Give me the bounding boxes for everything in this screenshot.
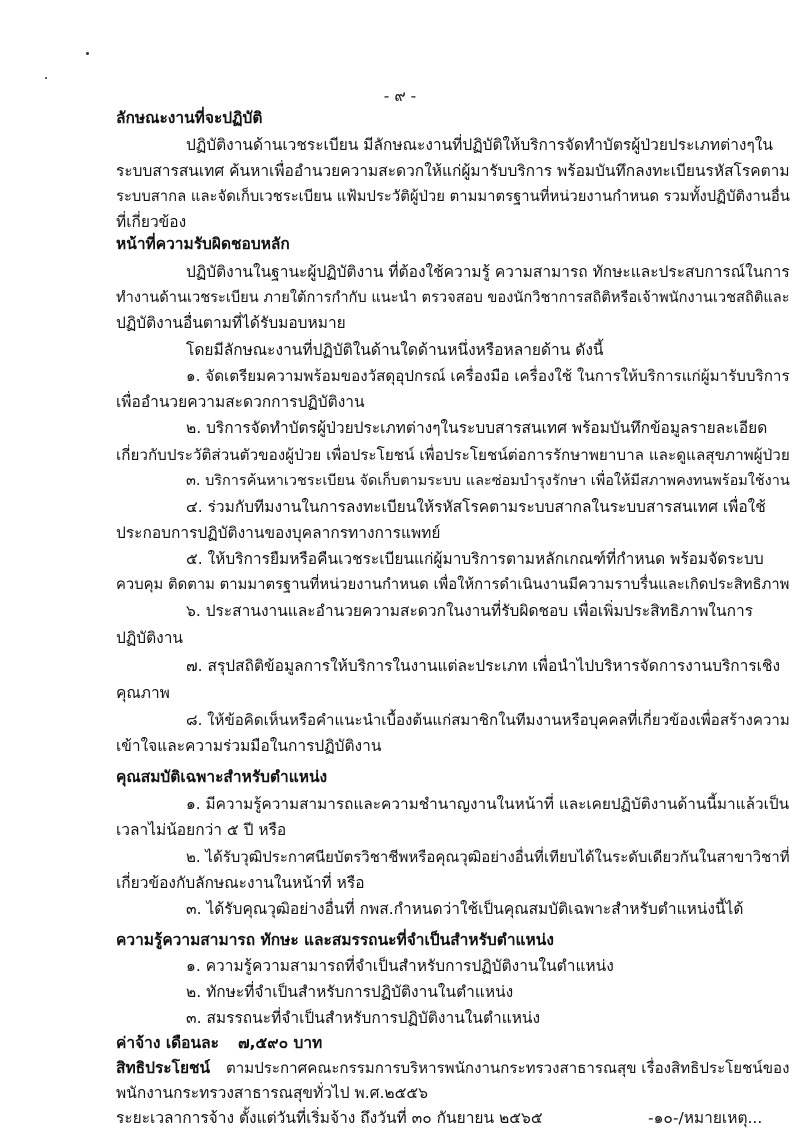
wage-amount: ๗,๕๙๐ บาท	[238, 1034, 323, 1052]
benefits-text: พนักงานกระทรวงสาธารณสุขทั่วไป พ.ศ.๒๕๕๖	[116, 1084, 428, 1102]
duty-item: เข้าใจและความร่วมมือในการปฏิบัติงาน	[116, 737, 382, 755]
competency-item: ๒. ทักษะที่จำเป็นสำหรับการปฏิบัติงานในตำแหน่ง	[186, 983, 514, 1001]
duty-item: ๔. ร่วมกับทีมงานในการลงทะเบียนให้รหัสโรคตามระบบสากลในระบบสารสนเทศ เพื่อใช้	[186, 498, 766, 516]
duty-item: ๒. บริการจัดทำบัตรผู้ป่วยประเภทต่างๆในระบบสารสนเทศ พร้อมบันทึกข้อมูลรายละเอียด	[186, 419, 768, 437]
duty-item: ประกอบการปฏิบัติงานของบุคลากรทางการแพทย์	[116, 524, 441, 542]
job-nature-text: ปฏิบัติงานด้านเวชระเบียน มีลักษณะงานที่ปฏิบัติให้บริการจัดทำบัตรผู้ป่วยประเภทต่างๆใน	[186, 136, 773, 154]
competency-item: ๑. ความรู้ความสามารถที่จำเป็นสำหรับการปฏิบัติงานในตำแหน่ง	[186, 957, 614, 975]
qualification-item: ๑. มีความรู้ความสามารถและความชำนาญงานในหน้าที่ และเคยปฏิบัติงานด้านนี้มาแล้วเป็น	[186, 795, 790, 813]
job-nature-text: ที่เกี่ยวข้อง	[116, 213, 187, 231]
competencies-heading: ความรู้ความสามารถ ทักษะ และสมรรถนะที่จำเป็นสำหรับตำแหน่ง	[116, 931, 554, 949]
qualification-item: เกี่ยวข้องกับลักษณะงานในหน้าที่ หรือ	[116, 874, 365, 892]
job-nature-heading: ลักษณะงานที่จะปฏิบัติ	[116, 109, 263, 127]
duty-item: เพื่ออำนวยความสะดวกการปฏิบัติงาน	[116, 393, 365, 411]
page-number: - ๙ -	[383, 87, 417, 105]
duty-item: ปฏิบัติงาน	[116, 629, 184, 647]
duty-item: เกี่ยวกับประวัติส่วนตัวของผู้ป่วย เพื่อประโยชน์ เพื่อประโยชน์ต่อการรักษาพยาบาล และดูแลสุขภาพผู้ป่วย	[116, 446, 790, 464]
qualification-item: เวลาไม่น้อยกว่า ๕ ปี หรือ	[116, 821, 287, 839]
qualification-item: ๒. ได้รับวุฒิประกาศนียบัตรวิชาชีพหรือคุณวุฒิอย่างอื่นที่เทียบได้ในระดับเดียวกันในสาขาวิชาที่	[186, 848, 790, 866]
benefits-label: สิทธิประโยชน์	[116, 1059, 211, 1077]
employment-period: ระยะเวลาการจ้าง ตั้งแต่วันที่เริ่มจ้าง ถึงวันที่ ๓๐ กันยายน ๒๕๖๕	[116, 1109, 543, 1127]
main-duties-text: โดยมีลักษณะงานที่ปฏิบัติในด้านใดด้านหนึ่งหรือหลายด้าน ดังนี้	[186, 341, 604, 359]
duty-item: ๖. ประสานงานและอำนวยความสะดวกในงานที่รับผิดชอบ เพื่อเพิ่มประสิทธิภาพในการ	[186, 602, 754, 620]
benefits-text: ตามประกาศคณะกรรมการบริหารพนักงานกระทรวงสาธารณสุข เรื่องสิทธิประโยชน์ของ	[226, 1059, 790, 1077]
qualification-item: ๓. ได้รับคุณวุฒิอย่างอื่นที่ กพส.กำหนดว่าใช้เป็นคุณสมบัติเฉพาะสำหรับตำแหน่งนี้ได้	[186, 900, 744, 918]
duty-item: ๗. สรุปสถิติข้อมูลการให้บริการในงานแต่ละประเภท เพื่อนำไปบริหารจัดการงานบริการเชิง	[186, 657, 781, 675]
job-nature-text: ระบบสารสนเทศ ค้นหาเพื่ออำนวยความสะดวกให้แก่ผู้มารับบริการ พร้อมบันทึกลงทะเบียนรหัสโรคตาม	[116, 162, 790, 180]
main-duties-text: ปฏิบัติงานในฐานะผู้ปฏิบัติงาน ที่ต้องใช้ความรู้ ความสามารถ ทักษะและประสบการณ์ในการ	[186, 263, 790, 281]
main-duties-text: ปฏิบัติงานอื่นตามที่ได้รับมอบหมาย	[116, 314, 346, 332]
scan-speck	[86, 52, 89, 55]
duty-item: คุณภาพ	[116, 684, 170, 702]
duty-item: ๕. ให้บริการยืมหรือคืนเวชระเบียนแก่ผู้มาบริการตามหลักเกณฑ์ที่กำหนด พร้อมจัดระบบ	[186, 550, 764, 568]
competency-item: ๓. สมรรถนะที่จำเป็นสำหรับการปฏิบัติงานในตำแหน่ง	[186, 1009, 541, 1027]
job-nature-text: ระบบสากล และจัดเก็บเวชระเบียน แฟ้มประวัติผู้ป่วย ตามมาตรฐานที่หน่วยงานกำหนด รวมทั้งปฏิบัติงานอื่น	[116, 188, 790, 205]
main-duties-text: ทำงานด้านเวชระเบียน ภายใต้การกำกับ แนะนำ ตรวจสอบ ของนักวิชาการสถิติหรือเจ้าพนักงานเวชสถิติและ	[116, 289, 790, 306]
qualifications-heading: คุณสมบัติเฉพาะสำหรับตำแหน่ง	[116, 768, 328, 786]
duty-item: ๑. จัดเตรียมความพร้อมของวัสดุอุปกรณ์ เครื่องมือ เครื่องใช้ ในการให้บริการแก่ผู้มารับบริการ	[186, 367, 790, 385]
continuation-note: -๑๐-/หมายเหตุ...	[648, 1109, 763, 1127]
duty-item: ๓. บริการค้นหาเวชระเบียน จัดเก็บตามระบบ และซ่อมบำรุงรักษา เพื่อให้มีสภาพคงทนพร้อมใช้งาน	[186, 473, 790, 489]
main-duties-heading: หน้าที่ความรับผิดชอบหลัก	[116, 235, 290, 253]
duty-item: ๘. ให้ข้อคิดเห็นหรือคำแนะนำเบื้องต้นแก่สมาชิกในทีมงานหรือบุคคลที่เกี่ยวข้องเพื่อสร้างความ	[186, 711, 790, 729]
wage-label: ค่าจ้าง เดือนละ	[116, 1034, 219, 1052]
duty-item: ควบคุม ติดตาม ตามมาตรฐานที่หน่วยงานกำหนด เพื่อให้การดำเนินงานมีความราบรื่นและเกิดประสิทธิภาพ	[116, 576, 790, 593]
scan-speck	[45, 77, 47, 79]
